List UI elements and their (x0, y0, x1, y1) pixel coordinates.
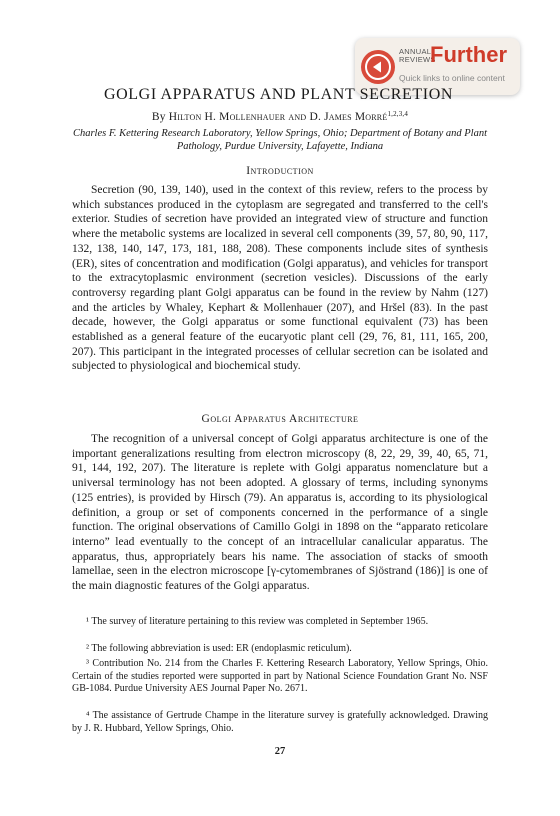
author-footnote-marks: 1,2,3,4 (387, 110, 409, 118)
footnote-2: ² The following abbreviation is used: ER (endoplasmic reticulum). (86, 643, 352, 654)
byline-and: and (288, 111, 307, 123)
author-2: D. James Morré (309, 111, 388, 123)
badge-annual-reviews-label: ANNUAL REVIEWS (399, 47, 436, 64)
byline-by: By (151, 111, 166, 123)
footnote-4: ⁴ The assistance of Gertrude Champe in the literature survey is gratefully acknowledged. Drawing by J. R. Hubbard, Yellow Springs, Ohio. (72, 710, 488, 734)
paragraph-architecture: The recognition of a universal concept of Golgi apparatus architecture is one of the important generalizations resulting from electron microscopy (8, 22, 29, 39, 40, 65, 71, 91, 144, 192, 207). The literature is replete with Golgi apparatus nomenclature but a universal terminology has not been adopted. A glossary of terms, including synonyms (125 entries), is provided by Hirsch (79). An apparatus is, according to its physiological definition, a group or set of components concerned in the performance of a single function. The original observations of Camillo Golgi in 1898 on the “apparato reticolare interno” lead eventually to the concept of an intracellular canalicular apparatus. The apparatus, thus, appropriately bears his name. The association of stacks of smooth lamellae, seen in the electron microscope [γ-cytomembranes of Sjöstrand (186)] is one of the main diagnostic features of the Golgi apparatus. (72, 433, 488, 593)
badge-further-label: Further (430, 42, 507, 67)
arrow-circle-icon (361, 50, 395, 84)
section-heading-introduction: Introduction (246, 165, 314, 177)
page-number: 27 (274, 746, 286, 757)
badge-subtitle: Quick links to online content (399, 73, 505, 83)
paragraph-introduction: Secretion (90, 139, 140), used in the context of this review, refers to the process by which substances produced in the cytoplasm are segregated and transferred to the cell's exterior. Studies of secretion have provided an integrated view of structure and function where the metabolic systems are localized in several cell components (39, 57, 80, 90, 117, 132, 138, 140, 147, 173, 181, 188, 208). These components include sites of synthesis (ER), sites of concentration and modification (Golgi apparatus), and vehicles for transport to the extracytoplasmic environment (secretion vesicles). Discussions of the early controversy regarding plant Golgi apparatus can be found in the review by Nahm (127) and the articles by Whaley, Kephart & Mollenhauer (207), and Hršel (83). In the past decade, however, the Golgi apparatus or some functional equivalent (73) has been established as a general feature of the eucaryotic plant cell (29, 76, 81, 111, 165, 200, 207). This participant in the integrated processes of cellular secretion can be isolated and subjected to physiological and biochemical study. (72, 184, 488, 373)
affiliation: Charles F. Kettering Research Laboratory, Yellow Springs, Ohio; Department of Botany and Plant Pathology, Purdue University, Lafayette, Indiana (72, 128, 488, 152)
footnote-1: ¹ The survey of literature pertaining to this review was completed in September 1965. (86, 616, 429, 627)
article-title: GOLGI APPARATUS AND PLANT SECRETION (104, 86, 454, 103)
author-1: Hilton H. Mollenhauer (168, 111, 286, 123)
footnote-3: ³ Contribution No. 214 from the Charles F. Kettering Research Laboratory, Yellow Springs, Ohio. Certain of the studies reported were supported in part by National Science Foundation Grant No. NSF GB-1084. Purdue University AES Journal Paper No. 2671. (72, 658, 488, 695)
section-heading-architecture: Golgi Apparatus Architecture (201, 413, 359, 425)
author-byline (0, 111, 560, 123)
